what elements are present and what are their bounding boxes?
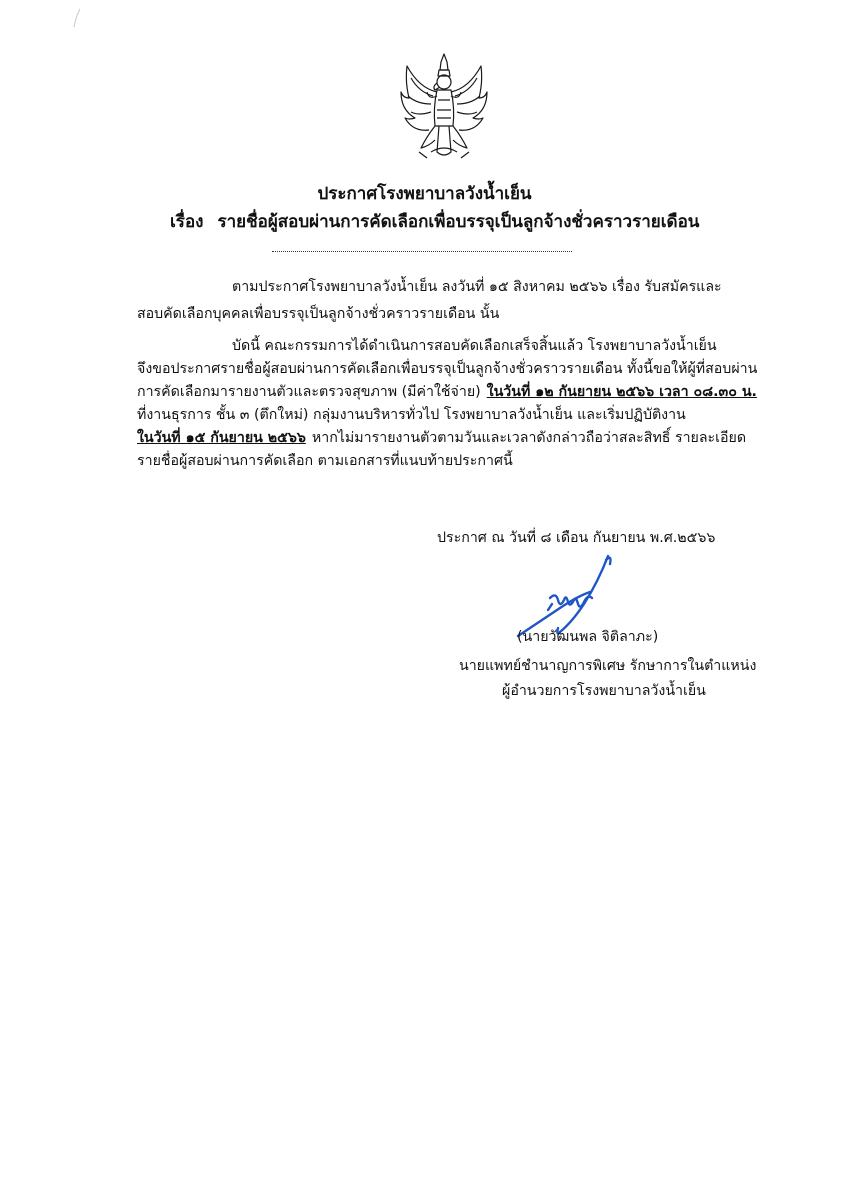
report-date-emphasis: ในวันที่ ๑๒ กันยายน ๒๕๖๖ เวลา ๐๘.๓๐ น. bbox=[486, 384, 757, 400]
signatory-name: (นายวัฒนพล จิติลาภะ) bbox=[517, 629, 659, 645]
paragraph-announcement bbox=[137, 335, 777, 473]
garuda-emblem-icon bbox=[399, 52, 489, 160]
start-date-emphasis: ในวันที่ ๑๕ กันยายน ๒๕๖๖ bbox=[137, 430, 306, 446]
p2-line-6: รายชื่อผู้สอบผ่านการคัดเลือก ตามเอกสารที่แนบท้ายประกาศนี้ bbox=[137, 453, 513, 469]
p2-line-1: บัดนี้ คณะกรรมการได้ดำเนินการสอบคัดเลือกเสร็จสิ้นแล้ว โรงพยาบาลวังน้ำเย็น bbox=[232, 338, 717, 354]
signatory-position-1: นายแพทย์ชำนาญการพิเศษ รักษาการในตำแหน่ง bbox=[459, 658, 757, 674]
subject-label: เรื่อง bbox=[170, 212, 204, 232]
paragraph-reference bbox=[137, 276, 777, 326]
scan-mark bbox=[72, 8, 82, 28]
announcement-subject bbox=[170, 208, 730, 235]
p2-line-3 bbox=[137, 381, 777, 404]
p1-line-2: สอบคัดเลือกบุคคลเพื่อบรรจุเป็นลูกจ้างชั่วคราวรายเดือน นั้น bbox=[137, 306, 500, 322]
subject-text: รายชื่อผู้สอบผ่านการคัดเลือกเพื่อบรรจุเป็นลูกจ้างชั่วคราวรายเดือน bbox=[217, 212, 700, 232]
p2-line-4: ที่งานธุรการ ชั้น ๓ (ตึกใหม่) กลุ่มงานบริหารทั่วไป โรงพยาบาลวังน้ำเย็น และเริ่มปฏิบัติงาน bbox=[137, 407, 686, 423]
p2-line-3-text: การคัดเลือกมารายงานตัวและตรวจสุขภาพ (มีค่าใช้จ่าย) bbox=[137, 384, 481, 400]
p2-line-5-text: หากไม่มารายงานตัวตามวันและเวลาดังกล่าวถือว่าสละสิทธิ์ รายละเอียด bbox=[311, 430, 747, 446]
dotted-divider bbox=[272, 251, 572, 252]
announce-date: ประกาศ ณ วันที่ ๘ เดือน กันยายน พ.ศ.๒๕๖๖ bbox=[437, 530, 716, 546]
p2-line-2: จึงขอประกาศรายชื่อผู้สอบผ่านการคัดเลือกเพื่อบรรจุเป็นลูกจ้างชั่วคราวรายเดือน ทั้งนี้ขอให้ผู้ที่สอบผ่าน bbox=[137, 361, 758, 377]
p1-line-1: ตามประกาศโรงพยาบาลวังน้ำเย็น ลงวันที่ ๑๕ สิงหาคม ๒๕๖๖ เรื่อง รับสมัครและ bbox=[232, 279, 722, 295]
p2-line-5 bbox=[137, 427, 777, 450]
announcement-title: ประกาศโรงพยาบาลวังน้ำเย็น bbox=[317, 184, 532, 204]
signatory-position-2: ผู้อำนวยการโรงพยาบาลวังน้ำเย็น bbox=[502, 683, 706, 699]
